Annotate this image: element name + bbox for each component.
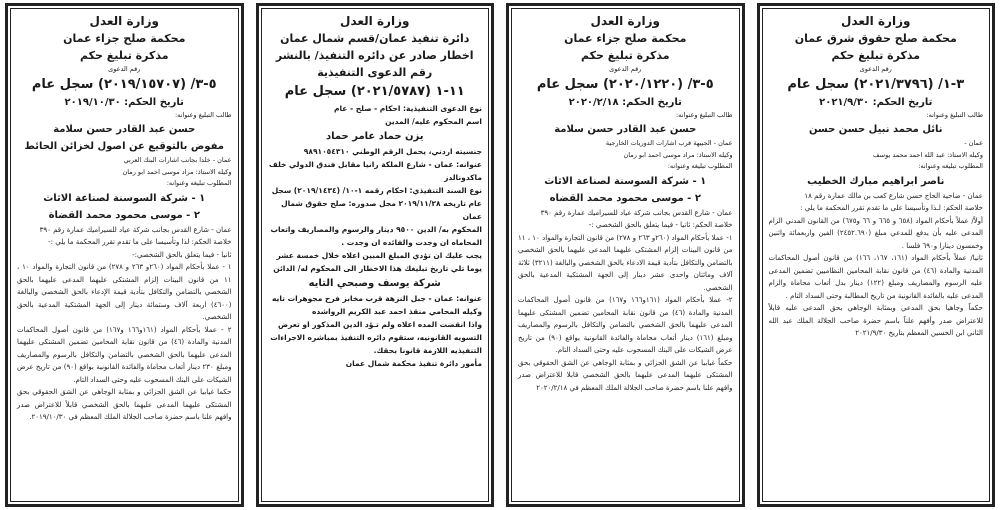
- judgment-text: عمان - ضاحية الحاج حسن شارع كعب بن مالك عمارة رقم ١٨: [804, 191, 983, 200]
- ministry-title: وزارة العدل: [590, 14, 660, 28]
- judgment-text: خلاصة الحكم: لذا وتأسيسا على ما تقدم تقرر المحكمة ما يلي :-: [48, 238, 232, 246]
- judgment-text: ١- عملا بأحكام المواد (٢٦٠و ٢٦٣ و ٢٧٨) من قانون التجارة والمواد ١٠ ، ١١ من قانون البينات إلزام المشتكى عليهما المدعى عليهما بالحق الشخصي بالتضامن والتكافل بتأدية قيمة الادعاء بالحق الشخصي والبالغة (٣٢١١) ثلاثة آلاف ومائتان واحدى عشر دينار إلى الجهة المشتكية المدعية بالحق الشخصي.: [518, 233, 733, 292]
- section-label: طالب التبليغ وعنوانه:: [174, 111, 232, 119]
- party-name: ١ - شركة السوسنة لصناعة الاثاث: [544, 175, 707, 187]
- detail-line: وكيله الاستاذ: عبد الله احمد محمد يوسف: [872, 150, 983, 159]
- judgment-text: أولاً/ عملاً بأحكام المواد (٦٥٨ و ٦٦٥ و ٦٦ و٦٧٥) من القانون المدني الزام المدعى عليه بأن يدفع للمدعي مبلغ (٢٤٥٢.٦٩٠) الفين واربعمائة واثنين وخمسون دينارا و٦٩٠ فلسا .: [768, 216, 984, 250]
- notice-heading: محكمة صلح جزاء عمان: [63, 32, 186, 45]
- notice-text: عنوانه: عمان - شارع الملكة رانيا مقابل فندق الدولي خلف ماكدونالدز: [269, 160, 482, 182]
- case-number-label: رقم الدعوى: [859, 65, 892, 73]
- party-name: ٢ - موسى محمود محمد القضاه: [549, 192, 701, 204]
- ministry-title: وزارة العدل: [340, 14, 410, 28]
- case-number-label: رقم الدعوى: [609, 65, 642, 73]
- case-number-label: رقم الدعوى: [108, 65, 141, 73]
- party-name: يزن حماد عامر حماد: [325, 131, 424, 142]
- judgment-text: ٢ - عملا بأحكام المواد (١٦١و١٦٦ و١٦٧) من قانون أصول المحاكمات المدنية والمادة (٤٦) من قانون نقابة المحامين تضمين المشتكى عليهما المدعى عليهما بالحق الشخصي بالتضامن والتكافل بالرسوم والمصاريف ومبلغ ٢٣٠ دينار أتعاب محاماة والفائدة القانونية بواقع (٩٠) من تاريخ عرض الشيكات على البنك المسحوب عليه وحتى السداد التام.: [17, 325, 232, 384]
- case-number: ٥-٣/ (٢٠٢٠/١٢٢٠) سجل عام: [536, 77, 714, 92]
- judgment-text: حكما غيابيا عن الشق الجزائي و بمثابة الوجاهي عن الشق الحقوقي بحق المشتكى عليهما المدعى عليهما بالحق الشخصي قابلاً للاعتراض صدر وافهم علنا باسم حضرة صاحب الجلالة الملك المعظم في ٢٠١٩/١٠/٣٠.: [17, 388, 232, 421]
- notice-heading: اخطار صادر عن دائره التنفيذ/ بالنشر: [275, 49, 474, 62]
- detail-line: عمان - الجبيهة قرب اشارات الدوريات الخارجية: [605, 139, 733, 147]
- notice-text: نوع السند التنفيذي: احكام رقمه ١-١٠/ (٢٠١٩/١٤٣٤) سجل عام تاريخه ٢٠١٩/١١/٢٨ محل صدوره: صلح حقوق شمال عمان: [271, 186, 482, 221]
- notice-heading: دائرة تنفيذ عمان/قسم شمال عمان: [280, 32, 470, 45]
- judgment-date: تاريخ الحكم: ٢٠٢١/٩/٣٠: [819, 97, 933, 108]
- detail-line: وكيله الاستاذ: مراد موسى احمد ابو رمان: [122, 167, 232, 176]
- party-name: ١ - شركة السوسنة لصناعة الاثاث: [43, 192, 206, 204]
- judgment-text: عمان - شارع القدس بجانب شركة عياد للسيراميك عمارة رقم ٣٩٠: [39, 225, 232, 234]
- notice-heading: مذكرة تبليغ حكم: [580, 49, 670, 62]
- notice-text: واذا انقضت المده اعلاه ولم تـؤد الدين المذكور او تعرض التسويه القانونيه، ستقوم دائره التنفيذ بمباشره الاجراءات التنفيذيه اللازمة قانونا بحقك.: [270, 320, 482, 355]
- judgment-text: عمان - شارع القدس بجانب شركة عياد للسيراميك عمارة رقم ٣٩٠: [540, 208, 733, 217]
- legal-notice: [757, 3, 996, 507]
- ministry-title: وزارة العدل: [89, 14, 159, 28]
- notice-heading: مذكرة تبليغ حكم: [79, 49, 169, 62]
- notice-text: وكيله المحامي منقذ احمد عبد الكريم الرواشده: [311, 307, 482, 316]
- notice-heading: محكمة صلح جزاء عمان: [564, 32, 687, 45]
- party-name: حسن عبد القادر حسن سلامة: [53, 124, 196, 135]
- ministry-title: وزارة العدل: [841, 14, 911, 28]
- party-name: مفوض بالتوقيع عن اصول لخزائن الحائط: [24, 141, 224, 152]
- notice-text: يجب عليك ان تؤدي المبلغ المبين اعلاه خلال خمسة عشر يوما تلي تاريخ تبليغك هذا الاخطار الى المحكوم له/ الدائن: [273, 251, 482, 273]
- judgment-text: ثانيا - فيما يتعلق بالحق الشخصي:-: [132, 250, 232, 259]
- judgment-date: تاريخ الحكم: ٢٠١٩/١٠/٣٠: [64, 97, 184, 108]
- legal-notice: [506, 3, 745, 507]
- judgment-text: خلاصة الحكم: ثانيا - فيما يتعلق بالحق الشخصي :-: [588, 221, 733, 229]
- notice-text: جنسيته اردني، يحمل الرقم الوطني ٩٨٩١٠٥٤٣١٠: [303, 147, 482, 156]
- detail-line: المطلوب تبليغه وعنوانه:: [667, 162, 733, 170]
- detail-line: المطلوب تبليغه وعنوانه:: [166, 179, 232, 187]
- detail-line: وكيله الاستاذ: مراد موسى احمد ابو رمان: [623, 150, 733, 159]
- detail-line: عمان - خلدا بجانب اشارات البنك العربي: [123, 156, 232, 164]
- judgment-text: ٢- عملا بأحكام المواد (١٦١و١٦٦ و١٦٧) من قانون أصول المحاكمات المدنية والمادة (٤٦) من قانون نقابة المحامين تضمين المشتكى عليهما المدعى عليهما بالحق الشخصي بالتضامن والتكافل بالرسوم والمصاريف ومبلغ (١٦١) دينار أتعاب محاماة والفائدة القانونية بواقع (٩٠) من تاريخ عرض الشيكات على البنك المسحوب عليه وحتى السداد التام.: [518, 296, 733, 354]
- notice-heading: رقم الدعوى التنفيذية: [317, 66, 433, 79]
- notice-text: المحكوم به/ الدين ٩٥٠٠ دينار والرسوم والمصاريف واتعاب المحاماه ان وجدت والفائده ان وجدت .: [270, 225, 482, 247]
- section-label: طالب التبليغ وعنوانه:: [675, 111, 733, 119]
- notice-text: مأمور دائرة تنفيذ محكمة شمال عمان: [345, 359, 482, 368]
- detail-line: المطلوب تبليغه وعنوانه:: [918, 162, 983, 170]
- case-number: ١١-١ (٢٠٢١/٥٧٨٧) سجل عام: [284, 84, 465, 99]
- notice-text: اسم المحكوم عليه/ المدين: [385, 117, 482, 126]
- judgment-text: ١ - عملا بأحكام المواد (٢٦٠و ٢٦٣ و ٢٧٨) من قانون التجارة والمواد ١٠ ، ١١ من قانون البينات إلزام المشتكى عليهما المدعى عليهما بالحق الشخصي بالتضامن والتكافل بتأدية قيمة الإدعاء بالحق الشخصي والبالغة (٤٦٠٠) اربعة آلاف وستمائة دينار إلى الجهة المشتكية المدعية بالحق الشخصي.: [17, 263, 232, 321]
- party-name: نائل محمد نبيل حسن حسن: [808, 124, 943, 135]
- notice-text: نوع الدعوى التنفيذية: احكام - صلح - عام: [333, 104, 482, 113]
- judgment-text: حكماً وجاهيا بحق المدعي وبمثابة الوجاهي بحق المدعى عليه قابلاً للاعتراض صدر وأفهم علناً باسم حضرة صاحب الجلالة الملك عبد الله الثاني ابن الحسين المعظم بتاريخ ٢٠٢١/٩/٣٠: [768, 304, 983, 337]
- notice-text: عنوانه: عمان - جبل النزهة قرب مخابز فرح مجوهرات تايه: [272, 294, 482, 303]
- judgment-text: ثانيا/ عملاً بأحكام المواد (١٦١، ١٦٧، ١٦٦) من قانون أصول المحاكمات المدنية والمادة (٤٦) من قانون نقابة المحامين النظاميين تضمين المدعى عليه الرسوم والمصاريف ومبلغ (١٢٢) دينار بدل أتعاب محاماة والزام المدعى عليه بالفائدة القانونية من تاريخ المطالبة وحتى السداد التام .: [768, 254, 984, 300]
- judgment-text: خلاصة الحكم: لـذا وتأسيسا على ما تقدم تقرر المحكمة ما يلي :: [800, 204, 983, 212]
- notice-heading: مذكرة تبليغ حكم: [831, 49, 921, 62]
- case-number: ٣-١/ (٢٠٢١/٣٧٩٦) سجل عام: [787, 77, 965, 92]
- section-label: طالب التبليغ وعنوانه:: [926, 111, 983, 119]
- party-name: ناصر ابراهيم مبارك الخطيب: [807, 175, 945, 187]
- legal-notice: [256, 3, 495, 507]
- case-number: ٥-٣/ (٢٠١٩/١٥٧٠٧) سجل عام: [31, 77, 217, 92]
- judgment-date: تاريخ الحكم: ٢٠٢٠/٢/١٨: [568, 97, 682, 108]
- party-name: حسن عبد القادر حسن سلامة: [554, 124, 697, 135]
- legal-notice: [5, 3, 244, 507]
- party-name: ٢ - موسى محمود محمد القضاة: [48, 209, 200, 221]
- judgment-text: حكماً غيابيا عن الشق الجزائي و بمثابة الوجاهي عن الشق الحقوقي بحق المشتكى عليهما المدعى عليهما بالحق الشخصي قابلا للاعتراض صدر وافهم علنا باسم حضرة صاحب الجلالة الملك المعظم في ٢٠٢٠/٢/١٨: [518, 358, 733, 392]
- detail-line: عمان -: [964, 139, 983, 147]
- notice-heading: محكمة صلح حقوق شرق عمان: [794, 32, 957, 45]
- party-name: شركة يوسف وصبحي التايه: [308, 278, 441, 289]
